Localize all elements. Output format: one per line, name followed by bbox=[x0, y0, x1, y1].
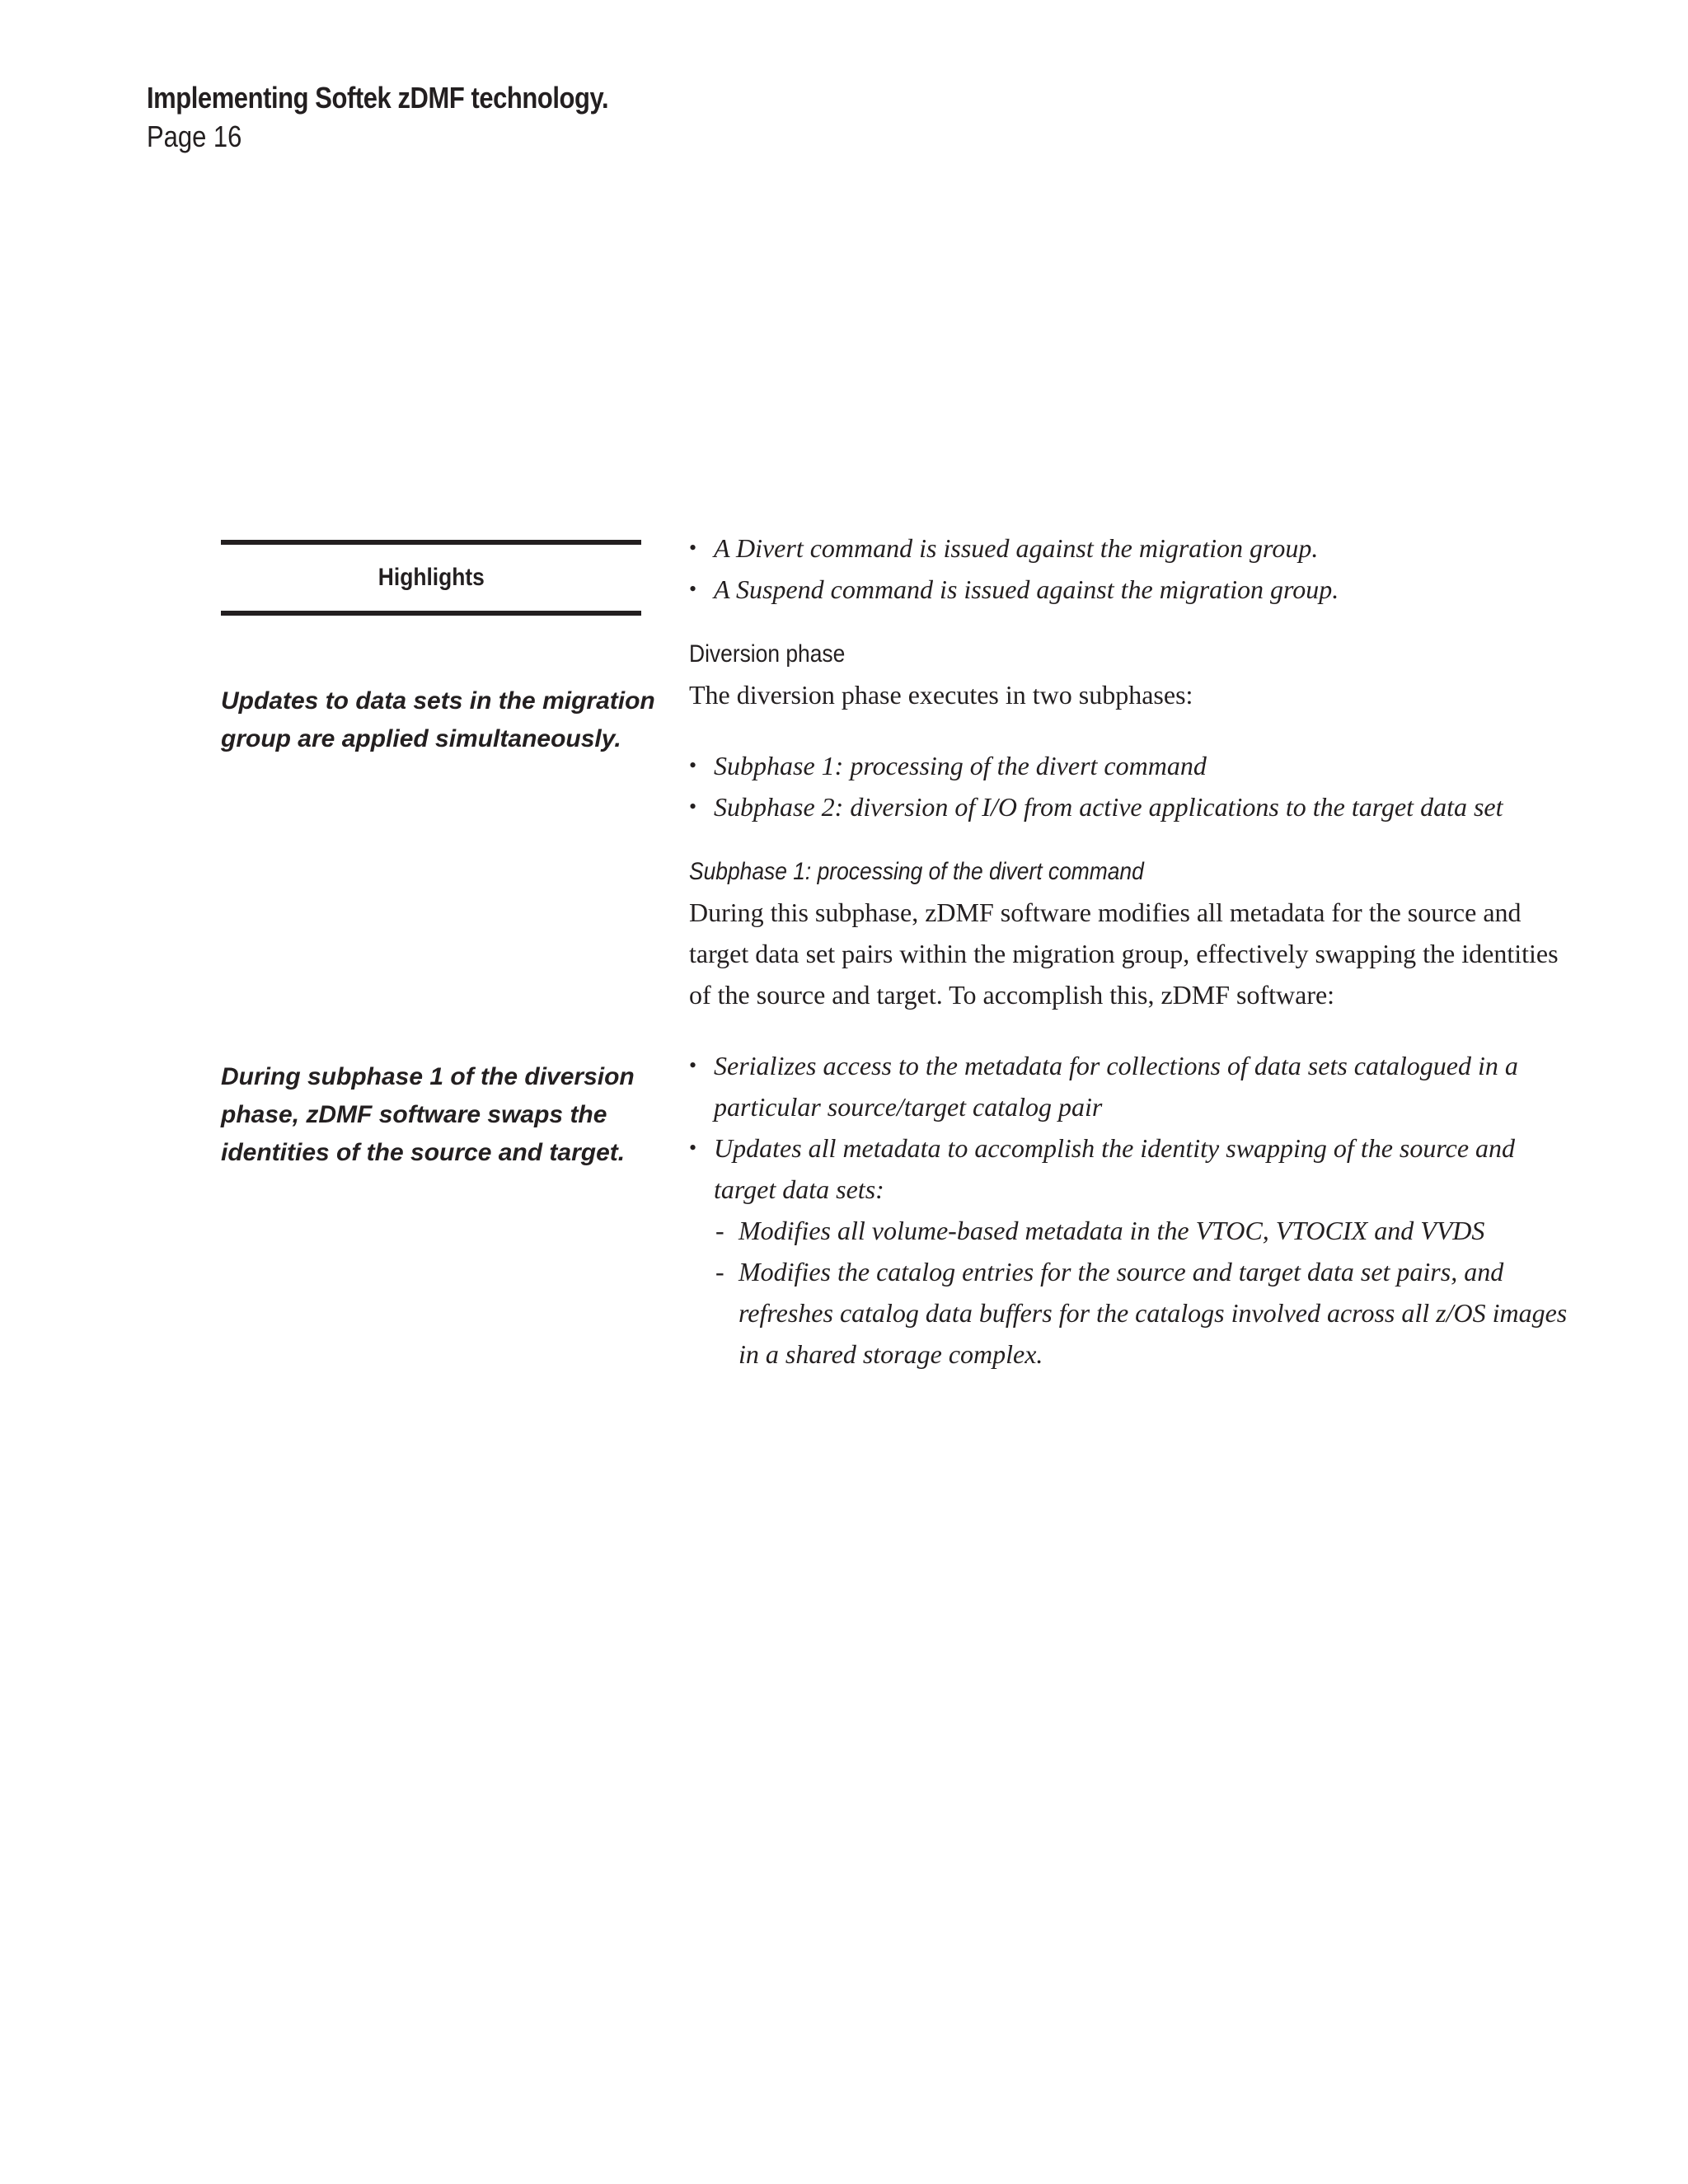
highlights-label: Highlights bbox=[377, 564, 485, 591]
section-heading-diversion: Diversion phase bbox=[689, 640, 846, 668]
bullet-item bbox=[689, 1127, 1579, 1375]
main-content bbox=[689, 527, 1579, 1375]
subphase1-bullet-list bbox=[689, 1045, 1579, 1375]
highlight-note: During subphase 1 of the diversion phase, zDMF software swaps the identities of the source and target. bbox=[221, 1063, 635, 1166]
sub-bullet-item: - Modifies all volume-based metadata in the VTOC, VTOCIX and VVDS bbox=[714, 1210, 1579, 1251]
sub-bullet-item: - Modifies the catalog entries for the source and target data set pairs, and refreshes catalog data buffers for the catalogs involved across all z/OS images in a shared storage complex. bbox=[714, 1251, 1579, 1375]
bullet-item: • Subphase 2: diversion of I/O from active applications to the target data set bbox=[689, 786, 1579, 827]
paragraph: The diversion phase executes in two subphases: bbox=[689, 680, 1193, 710]
intro-bullet-list bbox=[689, 527, 1579, 610]
page-number: Page 16 bbox=[147, 120, 242, 153]
document-title: Implementing Softek zDMF technology. bbox=[147, 81, 609, 115]
sub-heading-subphase1: Subphase 1: processing of the divert command bbox=[689, 858, 1144, 885]
paragraph: During this subphase, zDMF software modifies all metadata for the source and target data set pairs within the migration group, effectively swapping the identities of the source and target. To accomplish this, zDMF software: bbox=[689, 898, 1559, 1010]
highlights-box bbox=[221, 540, 641, 616]
diversion-bullet-list bbox=[689, 745, 1579, 827]
sub-bullet-list bbox=[714, 1210, 1579, 1375]
bullet-item: • Subphase 1: processing of the divert command bbox=[689, 745, 1579, 786]
bullet-item: • A Divert command is issued against the migration group. bbox=[689, 527, 1579, 569]
bullet-item: • Serializes access to the metadata for collections of data sets catalogued in a particular source/target catalog pair bbox=[689, 1045, 1579, 1127]
bullet-item: • A Suspend command is issued against the migration group. bbox=[689, 569, 1579, 610]
highlight-note: Updates to data sets in the migration group are applied simultaneously. bbox=[221, 687, 655, 752]
bullet-text: Updates all metadata to accomplish the identity swapping of the source and target data sets: bbox=[714, 1133, 1516, 1204]
